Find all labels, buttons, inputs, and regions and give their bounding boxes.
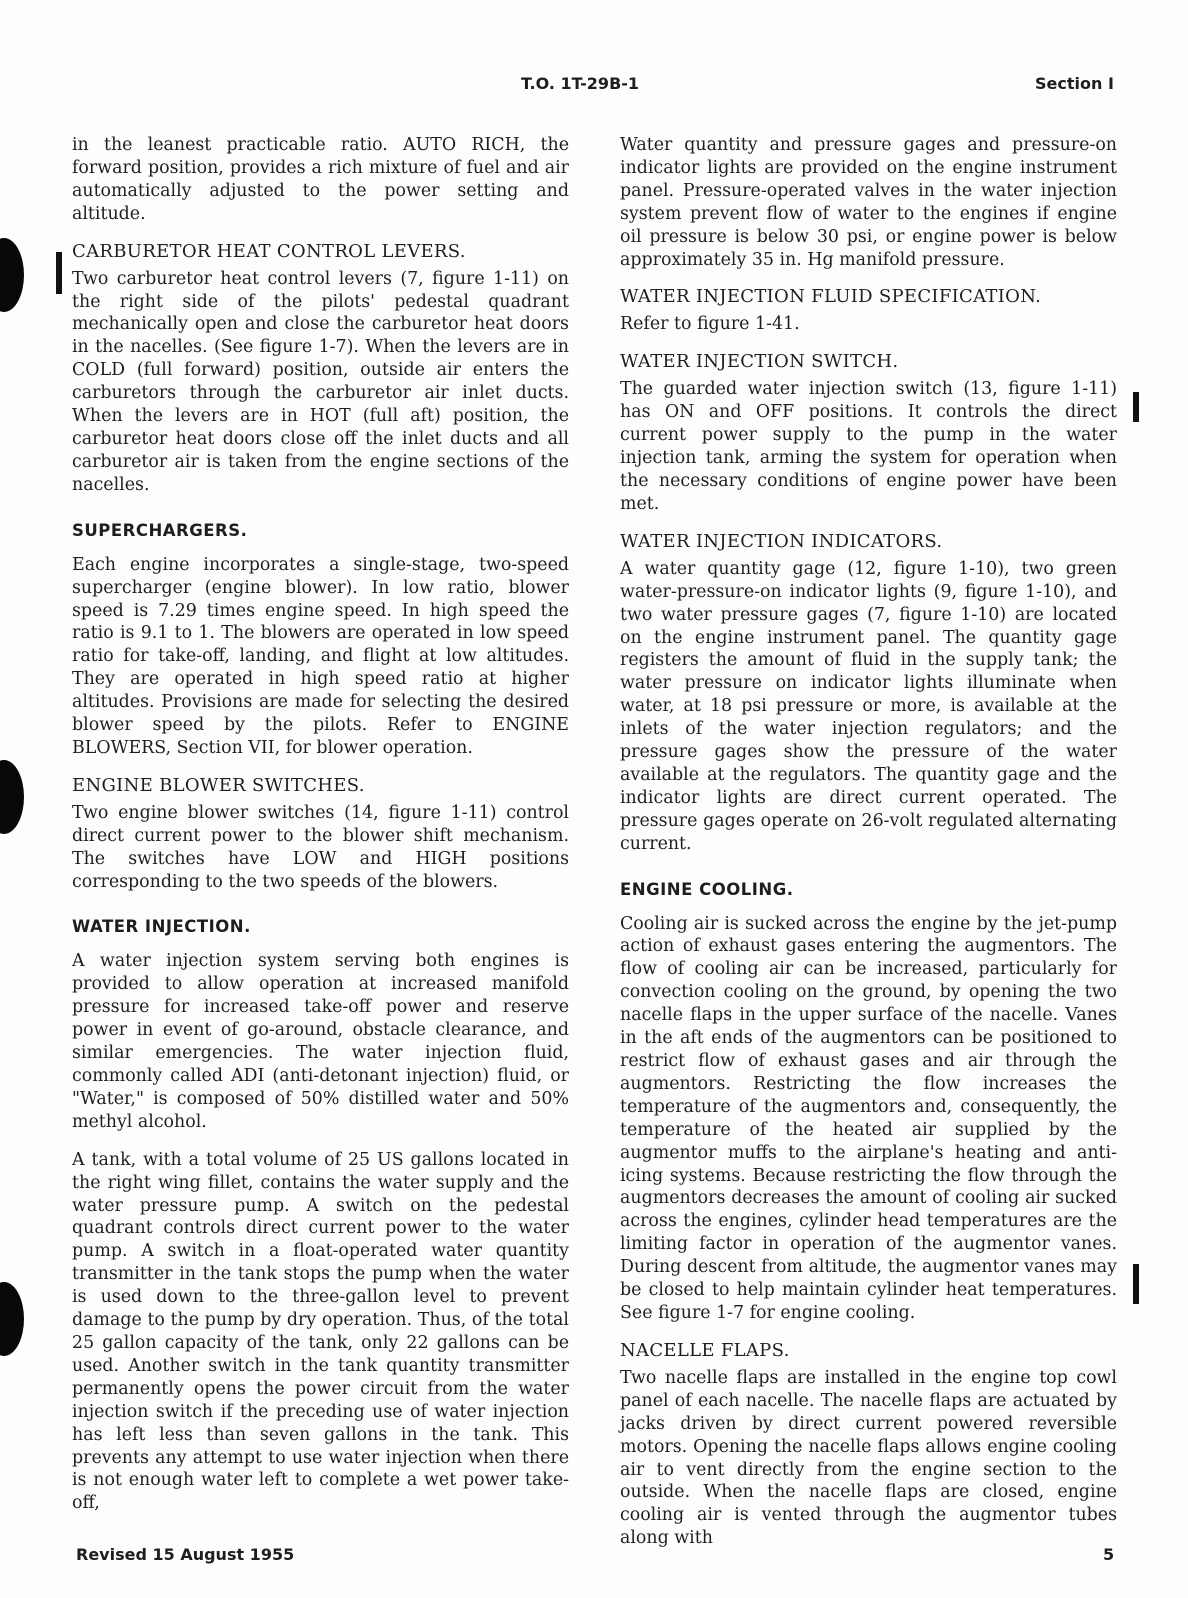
paragraph-carburetor-heat: Two carburetor heat control levers (7, figure 1-11) on the right side of the pilots' pedestal quadrant mechanically open and close the carburetor heat doors in the nacelles. (See figure 1-7). When the levers are in COLD (full forward) position, outside air enters the carburetors through the carburetor air inlet ducts. When the levers are in HOT (full aft) position, the carburetor heat doors close off the inlet ducts and all carburetor air is taken from the engine sections of the nacelles. (72, 268, 569, 495)
heading-water-fluid-spec: WATER INJECTION FLUID SPECIFICATION. (620, 286, 1042, 308)
heading-water-injection-switch: WATER INJECTION SWITCH. (620, 351, 899, 373)
paragraph-superchargers: Each engine incorporates a single-stage, two-speed supercharger (engine blower). In low ratio, blower speed is 7.29 times engine speed. In high speed the ratio is 9.1 to 1. The blowers are operated in low speed ratio for take-off, landing, and flight at low altitudes. They are operated in high speed ratio at higher altitudes. Provisions are made for selecting the desired blower speed by the pilots. Refer to ENGINE BLOWERS, Section VII, for blower operation. (72, 554, 569, 758)
heading-engine-cooling: ENGINE COOLING. (620, 879, 794, 899)
punch-hole-bottom (0, 1282, 24, 1356)
paragraph-water-injection-indicators: A water quantity gage (12, figure 1-10), two green water-pressure-on indicator lights (9, figure 1-10), and two water pressure gages (7, figure 1-10) are located on the engine instrument panel. The quantity gage registers the amount of fluid in the supply tank; the water pressure on indicator lights illuminate when water, at 18 psi pressure or more, is available at the inlets of the water injection regulators; and the pressure gages show the pressure of the water available at the regulators. The quantity gage and the indicator lights are direct current operated. The pressure gages operate on 26-volt regulated alternating current. (620, 558, 1117, 854)
heading-engine-blower-switches: ENGINE BLOWER SWITCHES. (72, 774, 365, 796)
heading-superchargers: SUPERCHARGERS. (72, 520, 248, 540)
paragraph-water-fluid-spec: Refer to figure 1-41. (620, 314, 800, 335)
paragraph-engine-cooling: Cooling air is sucked across the engine by the jet-pump action of exhaust gases entering the augmentors. The flow of cooling air can be increased, particularly for convection cooling on the ground, by opening the two nacelle flaps in the upper surface of the nacelle. Vanes in the aft ends of the augmentors can be positioned to restrict flow of exhaust gases and air through the augmentors. Restricting the flow increases the temperature of the augmentors and, consequently, the temperature of the heated air supplied by the augmentor muffs to the airplane's heating and anti-icing systems. Because restricting the flow through the augmentors decreases the amount of cooling air sucked across the engines, cylinder head temperatures are the limiting factor in operation of the augmentor vanes. During descent from altitude, the augmentor vanes may be closed to help maintain cylinder heat temperatures. See figure 1-7 for engine cooling. (620, 913, 1117, 1323)
revision-date: Revised 15 August 1955 (76, 1545, 295, 1564)
doc-number: T.O. 1T-29B-1 (521, 74, 640, 93)
change-bar-engine-cooling (1133, 1264, 1139, 1304)
paragraph-water-injection-switch: The guarded water injection switch (13, figure 1-11) has ON and OFF positions. It controls the direct current power supply to the pump in the water injection tank, arming the system for operation when the necessary conditions of engine power have been met. (620, 379, 1117, 514)
paragraph-water-injection-2: A tank, with a total volume of 25 US gallons located in the right wing fillet, contains the water supply and the water pressure pump. A switch on the pedestal quadrant controls direct current power to the water pump. A switch in a float-operated water quantity transmitter in the tank stops the pump when the water is used down to the three-gallon level to prevent damage to the pump by dry operation. Thus, of the total 25 gallon capacity of the tank, only 22 gallons can be used. Another switch in the tank quantity transmitter permanently opens the power circuit from the water injection switch if the preceding use of water injection has left less than seven gallons in the tank. This prevents any attempt to use water injection when there is not enough water left to complete a wet power take-off, (72, 1149, 569, 1514)
heading-carburetor-heat: CARBURETOR HEAT CONTROL LEVERS. (72, 240, 466, 262)
punch-hole-top (0, 238, 24, 312)
paragraph-nacelle-flaps: Two nacelle flaps are installed in the engine top cowl panel of each nacelle. The nacelle flaps are actuated by jacks driven by direct current powered reversible motors. Opening the nacelle flaps allows engine cooling air to vent directly from the engine section to the outside. When the nacelle flaps are closed, engine cooling air is vented through the augmentor tubes along with (620, 1367, 1117, 1549)
page-number: 5 (1103, 1545, 1115, 1564)
right-column (620, 134, 1117, 1565)
heading-water-injection-indicators: WATER INJECTION INDICATORS. (620, 530, 943, 552)
punch-hole-middle (0, 760, 24, 834)
paragraph-water-injection-1: A water injection system serving both engines is provided to allow operation at increased manifold pressure for increased take-off power and reserve power in event of go-around, obstacle clearance, and similar emergencies. The water injection fluid, commonly called ADI (anti-detonant injection) fluid, or "Water," is composed of 50% distilled water and 50% methyl alcohol. (72, 951, 569, 1132)
section-label: Section I (1035, 74, 1114, 93)
heading-water-injection: WATER INJECTION. (72, 917, 251, 937)
left-column (72, 134, 569, 1530)
paragraph-mixture-continued: in the leanest practicable ratio. AUTO RICH, the forward position, provides a rich mixture of fuel and air automatically adjusted to the power setting and altitude. (72, 135, 569, 224)
heading-nacelle-flaps: NACELLE FLAPS. (620, 1339, 790, 1361)
paragraph-engine-blower-switches: Two engine blower switches (14, figure 1-11) control direct current power to the blower shift mechanism. The switches have LOW and HIGH positions corresponding to the two speeds of the blowers. (72, 802, 569, 892)
change-bar-carburetor (56, 252, 62, 294)
change-bar-water-switch (1133, 392, 1139, 422)
paragraph-water-gages: Water quantity and pressure gages and pressure-on indicator lights are provided on the engine instrument panel. Pressure-operated valves in the water injection system prevent flow of water to the engines if engine oil pressure is below 30 psi, or engine power is below approximately 35 in. Hg manifold pressure. (620, 135, 1117, 270)
